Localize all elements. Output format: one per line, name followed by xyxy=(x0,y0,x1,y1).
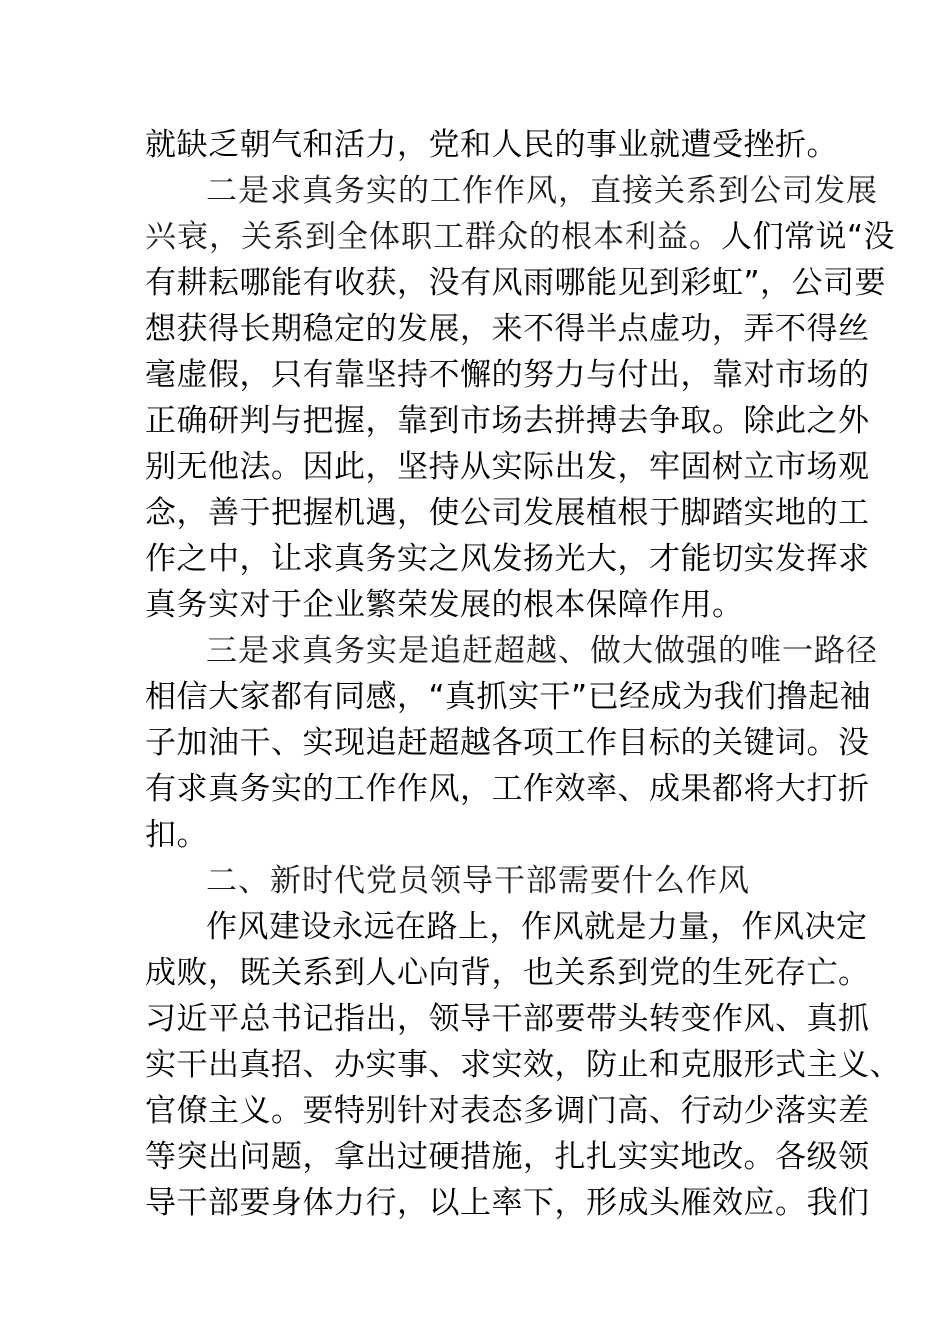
text-segment-serif: 兴衰，关系到全体职工群众的根本利益。 xyxy=(145,219,721,255)
text-line: 习近平总书记指出，领导干部要带头转变作风、真抓 xyxy=(145,1001,870,1037)
text-line: 有耕耘哪能有收获，没有风雨哪能见到彩虹”，公司要 xyxy=(145,265,887,301)
text-line: 等突出问题，拿出过硬措施，扎扎实实地改。各级领 xyxy=(145,1139,870,1175)
section-heading: 二、新时代党员领导干部需要什么作风 xyxy=(206,863,750,899)
text-line xyxy=(145,214,896,260)
text-line: 念，善于把握机遇，使公司发展植根于脚踏实地的工 xyxy=(145,495,870,531)
text-line: 想获得长期稳定的发展，来不得半点虚功，弄不得丝 xyxy=(145,311,870,347)
text-line: 官僚主义。要特别针对表态多调门高、行动少落实差 xyxy=(145,1093,870,1129)
text-line: 二是求真务实的工作作风，直接关系到公司发展 xyxy=(206,173,878,209)
text-line: 子加油干、实现追赶超越各项工作目标的关键词。没 xyxy=(145,725,870,761)
text-line: 相信大家都有同感，“真抓实干”已经成为我们撸起袖 xyxy=(145,679,872,715)
text-line: 作之中，让求真务实之风发扬光大，才能切实发挥求 xyxy=(145,541,870,577)
text-line: 真务实对于企业繁荣发展的根本保障作用。 xyxy=(145,587,744,623)
text-segment-sans: 人们常说“没 xyxy=(721,219,896,255)
text-line: 导干部要身体力行，以上率下，形成头雁效应。我们 xyxy=(145,1185,870,1221)
text-line: 实干出真招、办实事、求实效，防止和克服形式主义、 xyxy=(145,1047,901,1083)
text-line: 正确研判与把握，靠到市场去拼搏去争取。除此之外 xyxy=(145,403,870,439)
text-line: 三是求真务实是追赶超越、做大做强的唯一路径 xyxy=(206,633,878,669)
text-line: 扣。 xyxy=(145,817,208,853)
text-line: 别无他法。因此，坚持从实际出发，牢固树立市场观 xyxy=(145,449,870,485)
text-line: 作风建设永远在路上，作风就是力量，作风决定 xyxy=(206,909,868,945)
text-line: 有求真务实的工作作风，工作效率、成果都将大打折 xyxy=(145,771,870,807)
text-line: 毫虚假，只有靠坚持不懈的努力与付出，靠对市场的 xyxy=(145,357,870,393)
text-line: 成败，既关系到人心向背，也关系到党的生死存亡。 xyxy=(145,955,870,991)
text-line: 就缺乏朝气和活力，党和人民的事业就遭受挫折。 xyxy=(145,127,838,163)
